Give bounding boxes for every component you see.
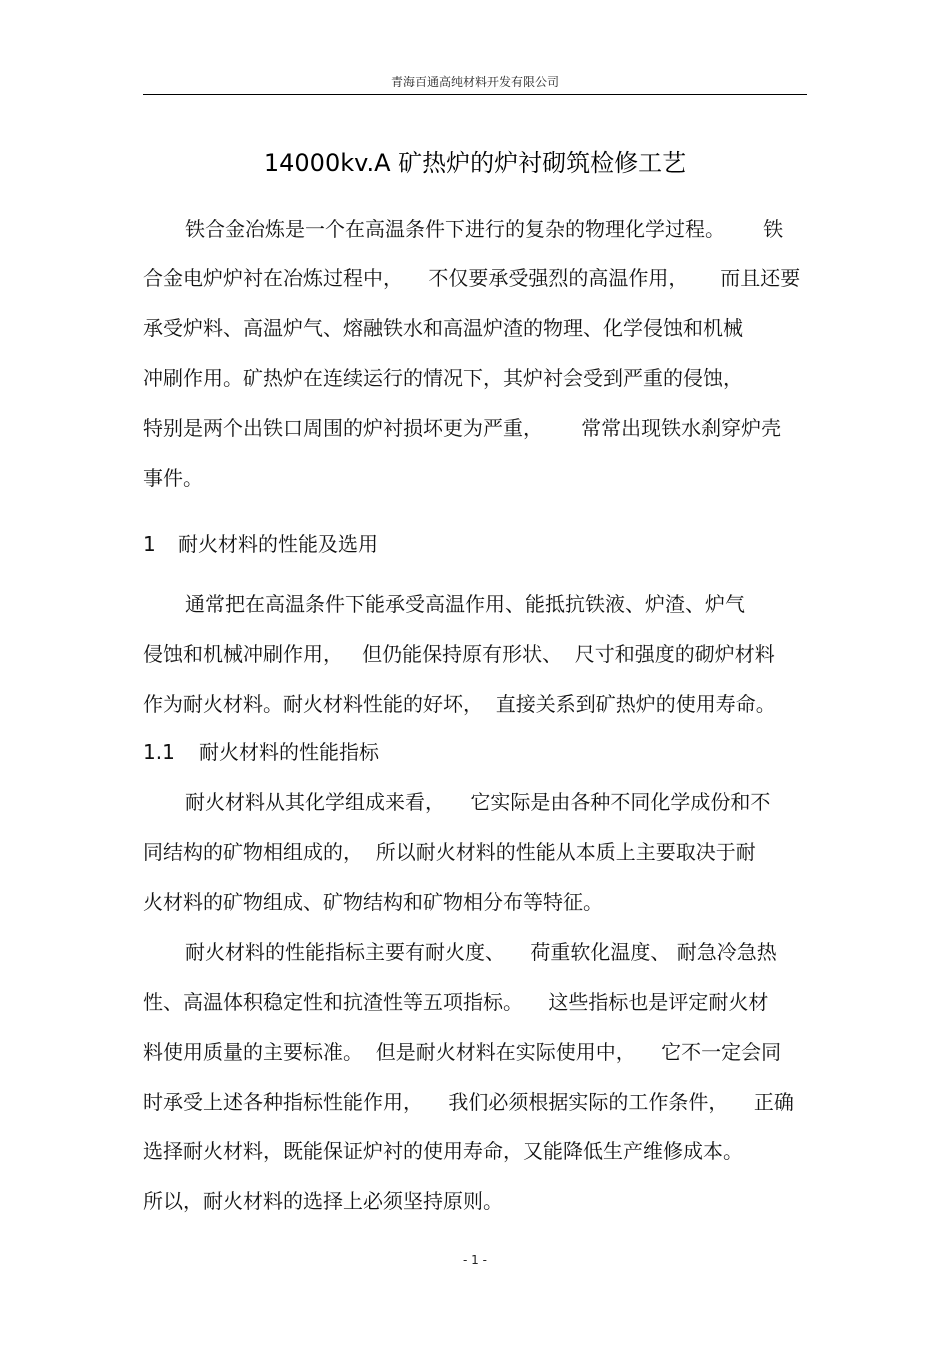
paragraph-line: 性、高温体积稳定性和抗渣性等五项指标。 这些指标也是评定耐火材 [143,990,769,1014]
paragraph-line: 选择耐火材料，既能保证炉衬的使用寿命，又能降低生产维修成本。 [143,1139,743,1163]
company-name: 青海百通高纯材料开发有限公司 [390,75,559,89]
paragraph-line: 时承受上述各种指标性能作用， 我们必须根据实际的工作条件， 正确 [143,1090,794,1114]
paragraph-line: 承受炉料、高温炉气、熔融铁水和高温炉渣的物理、化学侵蚀和机械 [143,316,743,340]
section-heading: 耐火材料的性能及选用 [178,532,378,556]
paragraph-line: 作为耐火材料。耐火材料性能的好坏， 直接关系到矿热炉的使用寿命。 [143,692,776,716]
section-heading: 耐火材料的性能指标 [199,740,379,764]
header-divider [143,94,807,95]
paragraph-line: 火材料的矿物组成、矿物结构和矿物相分布等特征。 [143,890,603,914]
paragraph-line: 事件。 [143,466,203,490]
paragraph-line: 耐火材料的性能指标主要有耐火度、 荷重软化温度、 耐急冷急热 [185,940,777,964]
paragraph-line: 通常把在高温条件下能承受高温作用、能抵抗铁液、炉渣、炉气 [185,592,745,616]
paragraph-line: 特别是两个出铁口周围的炉衬损坏更为严重， 常常出现铁水刹穿炉壳 [143,416,782,440]
paragraph-line: 所以，耐火材料的选择上必须坚持原则。 [143,1189,503,1213]
paragraph-line: 同结构的矿物相组成的， 所以耐火材料的性能从本质上主要取决于耐 [143,840,756,864]
paragraph-line: 耐火材料从其化学组成来看， 它实际是由各种不同化学成份和不 [185,790,771,814]
paragraph-line: 侵蚀和机械冲刷作用， 但仍能保持原有形状、 尺寸和强度的砌炉材料 [143,642,775,666]
paragraph-line: 合金电炉炉衬在冶炼过程中， 不仅要承受强烈的高温作用， 而且还要 [143,266,801,290]
paragraph-line: 铁合金冶炼是一个在高温条件下进行的复杂的物理化学过程。 铁 [185,217,784,241]
document-title: 14000kv.A 矿热炉的炉衬砌筑检修工艺 [263,149,687,177]
section-number: 1 [143,532,156,556]
section-number: 1.1 [143,740,175,764]
paragraph-line: 冲刷作用。矿热炉在连续运行的情况下，其炉衬会受到严重的侵蚀， [143,366,743,390]
page-number: - 1 - [463,1253,487,1267]
paragraph-line: 料使用质量的主要标准。 但是耐火材料在实际使用中， 它不一定会同 [143,1040,782,1064]
